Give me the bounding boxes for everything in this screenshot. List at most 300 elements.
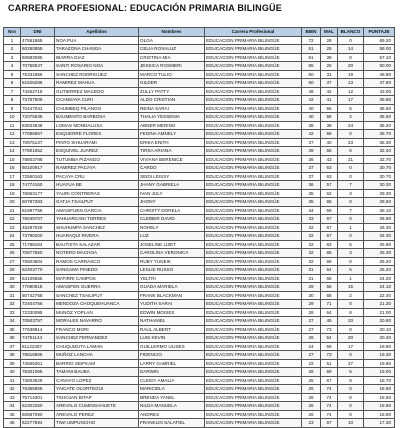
cell-bien: 32 xyxy=(302,249,321,258)
cell-carrera: EDUCACION PRIMARIA BILINGÜE xyxy=(205,308,302,317)
cell-blanco: 17 xyxy=(338,342,364,351)
table-row xyxy=(4,70,395,79)
cell-puntaje: 36.50 xyxy=(364,104,395,113)
cell-nombres: LESLIE RUSSO xyxy=(139,266,205,275)
cell-blanco: 0 xyxy=(338,198,364,207)
cell-nro: 25 xyxy=(4,240,21,249)
cell-bien: 39 xyxy=(302,147,321,156)
table-row xyxy=(4,104,395,113)
cell-dni: 70447041 xyxy=(21,104,55,113)
cell-blanco: 1 xyxy=(338,274,364,283)
cell-mal: 67 xyxy=(321,223,338,232)
cell-carrera: EDUCACION PRIMARIA BILINGÜE xyxy=(205,87,302,96)
cell-blanco: 0 xyxy=(338,257,364,266)
cell-carrera: EDUCACION PRIMARIA BILINGÜE xyxy=(205,283,302,292)
cell-dni: 75503604 xyxy=(21,257,55,266)
cell-nombres: FEDINA AMNELY xyxy=(139,130,205,139)
table-row xyxy=(4,96,395,105)
cell-mal: 65 xyxy=(321,249,338,258)
cell-dni: 60742758 xyxy=(21,291,55,300)
page-title: CARRERA PROFESIONAL: EDUCACIÓN PRIMARIA BILINGÜE xyxy=(8,3,282,13)
cell-nro: 31 xyxy=(4,291,21,300)
cell-bien: 42 xyxy=(302,130,321,139)
cell-carrera: EDUCACION PRIMARIA BILINGÜE xyxy=(205,359,302,368)
cell-nro: 4 xyxy=(4,62,21,71)
cell-puntaje: 29.30 xyxy=(364,189,395,198)
table-row xyxy=(4,283,395,292)
table-row xyxy=(4,181,395,190)
cell-apellidos: MUÑOZ LANCHA xyxy=(55,351,139,360)
cell-nro: 17 xyxy=(4,172,21,181)
cell-bien: 37 xyxy=(302,172,321,181)
cell-blanco: 20 xyxy=(338,334,364,343)
cell-nombres: MARICIELA xyxy=(139,385,205,394)
cell-dni: 73803629 xyxy=(21,376,55,385)
cell-blanco: 0 xyxy=(338,53,364,62)
cell-mal: 74 xyxy=(321,402,338,411)
cell-blanco: 19 xyxy=(338,70,364,79)
cell-puntaje: 19.00 xyxy=(364,368,395,377)
cell-carrera: EDUCACION PRIMARIA BILINGÜE xyxy=(205,300,302,309)
header-apellidos: Apellidos xyxy=(55,28,139,37)
cell-apellidos: MORALES NAVARRO xyxy=(55,317,139,326)
cell-mal: 55 xyxy=(321,147,338,156)
cell-carrera: EDUCACION PRIMARIA BILINGÜE xyxy=(205,325,302,334)
cell-puntaje: 25.80 xyxy=(364,240,395,249)
cell-blanco: 3 xyxy=(338,189,364,198)
cell-mal: 74 xyxy=(321,410,338,419)
cell-bien: 50 xyxy=(302,70,321,79)
cell-mal: 71 xyxy=(321,300,338,309)
cell-puntaje: 25.20 xyxy=(364,266,395,275)
cell-puntaje: 32.40 xyxy=(364,147,395,156)
cell-puntaje: 26.30 xyxy=(364,232,395,241)
cell-nombres: CRISTINA MIA xyxy=(139,53,205,62)
cell-bien: 40 xyxy=(302,113,321,122)
cell-mal: 67 xyxy=(321,419,338,428)
cell-apellidos: NOA PUA xyxy=(55,36,139,45)
cell-apellidos: RAMIREZ MAHUA xyxy=(55,79,139,88)
cell-bien: 36 xyxy=(302,155,321,164)
table-row xyxy=(4,62,395,71)
cell-dni: 60787283 xyxy=(21,198,55,207)
cell-nro: 42 xyxy=(4,385,21,394)
cell-apellidos: SANTI ROSARIO NOA xyxy=(55,62,139,71)
cell-nro: 20 xyxy=(4,198,21,207)
cell-mal: 63 xyxy=(321,240,338,249)
cell-nombres: NOHELY xyxy=(139,223,205,232)
cell-nro: 11 xyxy=(4,121,21,130)
cell-bien: 37 xyxy=(302,138,321,147)
cell-puntaje: 59.00 xyxy=(364,45,395,54)
cell-nro: 45 xyxy=(4,410,21,419)
cell-apellidos: SANCHEZ TSAILIPUT xyxy=(55,291,139,300)
cell-blanco: 12 xyxy=(338,87,364,96)
cell-apellidos: BAUMENTO BARBOSA xyxy=(55,113,139,122)
cell-dni: 73790200 xyxy=(21,232,55,241)
cell-bien: 24 xyxy=(302,342,321,351)
cell-carrera: EDUCACION PRIMARIA BILINGÜE xyxy=(205,334,302,343)
cell-apellidos: CHUMBEQ PILANGO xyxy=(55,104,139,113)
table-row xyxy=(4,385,395,394)
cell-carrera: EDUCACION PRIMARIA BILINGÜE xyxy=(205,257,302,266)
cell-dni: 60883095 xyxy=(21,53,55,62)
cell-blanco: 33 xyxy=(338,317,364,326)
table-body xyxy=(4,36,395,427)
cell-puntaje: 32.70 xyxy=(364,155,395,164)
cell-blanco: 10 xyxy=(338,419,364,428)
cell-apellidos: YAURI CONTRERAS xyxy=(55,189,139,198)
table-row xyxy=(4,121,395,130)
cell-nombres: FRANKLIN SALATIEL xyxy=(139,419,205,428)
cell-puntaje: 26.90 xyxy=(364,215,395,224)
header-nombres: Nombres xyxy=(139,28,205,37)
cell-bien: 31 xyxy=(302,274,321,283)
cell-mal: 73 xyxy=(321,351,338,360)
cell-nro: 32 xyxy=(4,300,21,309)
table-row xyxy=(4,147,395,156)
cell-mal: 59 xyxy=(321,342,338,351)
cell-nombres: ANDRES xyxy=(139,410,205,419)
cell-apellidos: FRANCO MORI xyxy=(55,325,139,334)
cell-nombres: OLGA xyxy=(139,36,205,45)
cell-bien: 37 xyxy=(302,164,321,173)
cell-apellidos: PACAYA CRU xyxy=(55,172,139,181)
cell-bien: 42 xyxy=(302,96,321,105)
cell-carrera: EDUCACION PRIMARIA BILINGÜE xyxy=(205,198,302,207)
cell-carrera: EDUCACION PRIMARIA BILINGÜE xyxy=(205,181,302,190)
cell-puntaje: 18.60 xyxy=(364,393,395,402)
cell-nombres: BRENDA YANEL xyxy=(139,393,205,402)
cell-nro: 26 xyxy=(4,249,21,258)
table-row xyxy=(4,130,395,139)
cell-puntaje: 47.80 xyxy=(364,79,395,88)
cell-dni: 78301065 xyxy=(21,368,55,377)
cell-mal: 69 xyxy=(321,368,338,377)
cell-nro: 38 xyxy=(4,351,21,360)
table-row xyxy=(4,138,395,147)
cell-apellidos: TUTUMBA PIZANGO xyxy=(55,155,139,164)
cell-nro: 19 xyxy=(4,189,21,198)
cell-mal: 40 xyxy=(321,138,338,147)
cell-blanco: 5 xyxy=(338,104,364,113)
table-row xyxy=(4,376,395,385)
cell-mal: 65 xyxy=(321,198,338,207)
cell-nombres: GUADA MARIELA xyxy=(139,283,205,292)
cell-nombres: IVAN JULY xyxy=(139,189,205,198)
cell-nro: 22 xyxy=(4,215,21,224)
table-row xyxy=(4,300,395,309)
header-mal: MAL xyxy=(321,28,338,37)
cell-carrera: EDUCACION PRIMARIA BILINGÜE xyxy=(205,342,302,351)
cell-puntaje: 50.00 xyxy=(364,62,395,71)
cell-bien: 36 xyxy=(302,181,321,190)
cell-dni: 74555361 xyxy=(21,359,55,368)
cell-blanco: 24 xyxy=(338,121,364,130)
cell-bien: 46 xyxy=(302,87,321,96)
cell-bien: 26 xyxy=(302,393,321,402)
cell-dni: 61626286 xyxy=(21,79,55,88)
header-blanco: BLANCO xyxy=(338,28,364,37)
cell-nro: 3 xyxy=(4,53,21,62)
cell-dni: 75714301 xyxy=(21,393,55,402)
cell-nombres: NATHANIEL xyxy=(139,317,205,326)
cell-puntaje: 69.20 xyxy=(364,36,395,45)
cell-apellidos: NOTERO MACHOA xyxy=(55,249,139,258)
cell-carrera: EDUCACION PRIMARIA BILINGÜE xyxy=(205,113,302,122)
cell-apellidos: MUNOZ YOPLAN xyxy=(55,308,139,317)
cell-apellidos: SANGAMA PINEDO xyxy=(55,266,139,275)
cell-carrera: EDUCACION PRIMARIA BILINGÜE xyxy=(205,215,302,224)
cell-puntaje: 30.70 xyxy=(364,164,395,173)
cell-mal: 64 xyxy=(321,308,338,317)
cell-bien: 50 xyxy=(302,79,321,88)
cell-nro: 2 xyxy=(4,45,21,54)
cell-bien: 40 xyxy=(302,104,321,113)
cell-nombres: SEIDI LEISSY xyxy=(139,172,205,181)
table-row xyxy=(4,325,395,334)
cell-puntaje: 28.10 xyxy=(364,206,395,215)
cell-dni: 76331656 xyxy=(21,70,55,79)
cell-bien: 29 xyxy=(302,283,321,292)
cell-apellidos: SHUHUMPA SANCHEZ xyxy=(55,223,139,232)
cell-nro: 23 xyxy=(4,223,21,232)
cell-nro: 46 xyxy=(4,419,21,428)
table-row xyxy=(4,249,395,258)
cell-apellidos: MATIRRI CAMPOS xyxy=(55,274,139,283)
cell-apellidos: PINTO SIHUARAMI xyxy=(55,138,139,147)
cell-puntaje: 25.30 xyxy=(364,249,395,258)
cell-mal: 74 xyxy=(321,393,338,402)
cell-apellidos: GUTIERREZ MACEDO xyxy=(55,87,139,96)
cell-nombres: CARDO xyxy=(139,164,205,173)
cell-nro: 33 xyxy=(4,308,21,317)
cell-mal: 74 xyxy=(321,385,338,394)
cell-dni: 72404756 xyxy=(21,300,55,309)
cell-bien: 30 xyxy=(302,291,321,300)
cell-blanco: 0 xyxy=(338,172,364,181)
cell-nro: 36 xyxy=(4,334,21,343)
table-row xyxy=(4,232,395,241)
cell-carrera: EDUCACION PRIMARIA BILINGÜE xyxy=(205,385,302,394)
cell-carrera: EDUCACION PRIMARIA BILINGÜE xyxy=(205,104,302,113)
cell-nombres: LARRY GABRIEL xyxy=(139,359,205,368)
cell-apellidos: MENDOZA CHOQUEHUANCA xyxy=(55,300,139,309)
cell-mal: 73 xyxy=(321,325,338,334)
cell-puntaje: 22.40 xyxy=(364,291,395,300)
cell-carrera: EDUCACION PRIMARIA BILINGÜE xyxy=(205,189,302,198)
cell-mal: 25 xyxy=(321,62,338,71)
cell-mal: 68 xyxy=(321,257,338,266)
cell-nro: 8 xyxy=(4,96,21,105)
cell-dni: 77801652 xyxy=(21,147,55,156)
cell-apellidos: BAUTISTA SALAZAR xyxy=(55,240,139,249)
cell-bien: 32 xyxy=(302,223,321,232)
cell-blanco: 6 xyxy=(338,147,364,156)
cell-puntaje: 20.40 xyxy=(364,334,395,343)
cell-dni: 61997755 xyxy=(21,206,55,215)
cell-dni: 61122387 xyxy=(21,342,55,351)
cell-carrera: EDUCACION PRIMARIA BILINGÜE xyxy=(205,402,302,411)
cell-nro: 41 xyxy=(4,376,21,385)
cell-bien: 72 xyxy=(302,36,321,45)
cell-nombres: CAROLINA VERONICA xyxy=(139,249,205,258)
cell-blanco: 0 xyxy=(338,410,364,419)
cell-nombres: FRANK BLACKMAN xyxy=(139,291,205,300)
cell-carrera: EDUCACION PRIMARIA BILINGÜE xyxy=(205,130,302,139)
cell-puntaje: 28.50 xyxy=(364,198,395,207)
cell-mal: 43 xyxy=(321,155,338,164)
cell-puntaje: 17.30 xyxy=(364,419,395,428)
cell-carrera: EDUCACION PRIMARIA BILINGÜE xyxy=(205,223,302,232)
cell-blanco: 15 xyxy=(338,283,364,292)
cell-bien: 35 xyxy=(302,198,321,207)
cell-apellidos: SANCHEZ FERNANDEZ xyxy=(55,334,139,343)
cell-apellidos: BARRIO SEIFKAM xyxy=(55,359,139,368)
cell-carrera: EDUCACION PRIMARIA BILINGÜE xyxy=(205,266,302,275)
cell-dni: 72330095 xyxy=(21,308,55,317)
cell-bien: 38 xyxy=(302,121,321,130)
cell-dni: 72075535 xyxy=(21,113,55,122)
table-row xyxy=(4,172,395,181)
cell-carrera: EDUCACION PRIMARIA BILINGÜE xyxy=(205,53,302,62)
table-row xyxy=(4,274,395,283)
cell-apellidos: AREVALO CUMINGAHUETE xyxy=(55,402,139,411)
cell-apellidos: LOMAS MONDALUSA xyxy=(55,121,139,130)
cell-nro: 1 xyxy=(4,36,21,45)
cell-nombres: YUDITH SARAI xyxy=(139,300,205,309)
table-row xyxy=(4,53,395,62)
cell-dni: 78803788 xyxy=(21,155,55,164)
cell-mal: 59 xyxy=(321,206,338,215)
cell-carrera: EDUCACION PRIMARIA BILINGÜE xyxy=(205,240,302,249)
cell-nombres: ABNER MERINO xyxy=(139,121,205,130)
cell-nombres: ZULLY PATTY xyxy=(139,87,205,96)
cell-puntaje: 18.60 xyxy=(364,402,395,411)
cell-dni: 60280855 xyxy=(21,45,55,54)
cell-dni: 63109655 xyxy=(21,274,55,283)
cell-nombres: RAUL ALBERT xyxy=(139,325,205,334)
table-row xyxy=(4,223,395,232)
cell-carrera: EDUCACION PRIMARIA BILINGÜE xyxy=(205,419,302,428)
cell-bien: 32 xyxy=(302,257,321,266)
cell-apellidos: AREVALO PEREZ xyxy=(55,410,139,419)
cell-puntaje: 18.60 xyxy=(364,410,395,419)
cell-apellidos: TSHOJAN BITAP xyxy=(55,393,139,402)
cell-nro: 6 xyxy=(4,79,21,88)
cell-bien: 26 xyxy=(302,402,321,411)
table-row xyxy=(4,291,395,300)
cell-puntaje: 26.30 xyxy=(364,223,395,232)
cell-dni: 77638814 xyxy=(21,325,55,334)
cell-nro: 5 xyxy=(4,70,21,79)
cell-nombres: CLEIDY AMALIA xyxy=(139,376,205,385)
cell-mal: 41 xyxy=(321,96,338,105)
cell-mal: 57 xyxy=(321,181,338,190)
table-row xyxy=(4,419,395,428)
cell-bien: 31 xyxy=(302,266,321,275)
cell-dni: 60100917 xyxy=(21,164,55,173)
cell-dni: 70877550 xyxy=(21,249,55,258)
cell-carrera: EDUCACION PRIMARIA BILINGÜE xyxy=(205,70,302,79)
table-row xyxy=(4,240,395,249)
cell-puntaje: 20.80 xyxy=(364,317,395,326)
cell-dni: 71788164 xyxy=(21,240,55,249)
cell-dni: 76863177 xyxy=(21,189,55,198)
cell-carrera: EDUCACION PRIMARIA BILINGÜE xyxy=(205,45,302,54)
cell-carrera: EDUCACION PRIMARIA BILINGÜE xyxy=(205,79,302,88)
header-puntaje: PUNTAJE xyxy=(364,28,395,37)
cell-mal: 55 xyxy=(321,104,338,113)
cell-mal: 39 xyxy=(321,53,338,62)
table-row xyxy=(4,308,395,317)
cell-apellidos: CCANSAYA CURI xyxy=(55,96,139,105)
cell-blanco: 5 xyxy=(338,266,364,275)
cell-blanco: 1 xyxy=(338,223,364,232)
cell-carrera: EDUCACION PRIMARIA BILINGÜE xyxy=(205,274,302,283)
table-row xyxy=(4,351,395,360)
cell-nombres: NILDA MANUELA xyxy=(139,402,205,411)
header-nro: Nro xyxy=(4,28,21,37)
cell-mal: 62 xyxy=(321,189,338,198)
cell-apellidos: ESQUIVEL JUAREZ xyxy=(55,147,139,156)
table-row xyxy=(4,113,395,122)
cell-puntaje: 57.10 xyxy=(364,53,395,62)
cell-nro: 28 xyxy=(4,266,21,275)
cell-blanco: 0 xyxy=(338,232,364,241)
cell-apellidos: AMASIFUEN GARCIA xyxy=(55,206,139,215)
cell-carrera: EDUCACION PRIMARIA BILINGÜE xyxy=(205,291,302,300)
cell-apellidos: HUAYUA BE xyxy=(55,181,139,190)
cell-carrera: EDUCACION PRIMARIA BILINGÜE xyxy=(205,172,302,181)
cell-nombres: GILDER xyxy=(139,79,205,88)
cell-dni: 74262719 xyxy=(21,87,55,96)
table-row xyxy=(4,198,395,207)
cell-carrera: EDUCACION PRIMARIA BILINGÜE xyxy=(205,232,302,241)
cell-nro: 21 xyxy=(4,206,21,215)
cell-nombres: VIVIANA BERENICE xyxy=(139,155,205,164)
table-row xyxy=(4,87,395,96)
table-row xyxy=(4,189,395,198)
cell-dni: 72560163 xyxy=(21,172,55,181)
cell-nro: 44 xyxy=(4,402,21,411)
table-row xyxy=(4,36,395,45)
cell-blanco: 0 xyxy=(338,402,364,411)
cell-blanco: 0 xyxy=(338,351,364,360)
table-row xyxy=(4,45,395,54)
cell-bien: 25 xyxy=(302,376,321,385)
cell-mal: 25 xyxy=(321,45,338,54)
cell-blanco: 20 xyxy=(338,62,364,71)
cell-blanco: 0 xyxy=(338,300,364,309)
cell-dni: 76049707 xyxy=(21,215,55,224)
cell-nombres: CHRISTY DORELA xyxy=(139,206,205,215)
cell-blanco: 21 xyxy=(338,155,364,164)
cell-puntaje: 21.00 xyxy=(364,308,395,317)
cell-puntaje: 18.70 xyxy=(364,376,395,385)
cell-dni: 77095867 xyxy=(21,130,55,139)
cell-puntaje: 24.20 xyxy=(364,274,395,283)
table-row xyxy=(4,334,395,343)
cell-carrera: EDUCACION PRIMARIA BILINGÜE xyxy=(205,410,302,419)
cell-nombres: ERIKA ENITH xyxy=(139,138,205,147)
cell-nro: 30 xyxy=(4,283,21,292)
cell-mal: 56 xyxy=(321,283,338,292)
cell-puntaje: 24.10 xyxy=(364,283,395,292)
cell-nro: 34 xyxy=(4,317,21,326)
cell-carrera: EDUCACION PRIMARIA BILINGÜE xyxy=(205,368,302,377)
table-row xyxy=(4,79,395,88)
